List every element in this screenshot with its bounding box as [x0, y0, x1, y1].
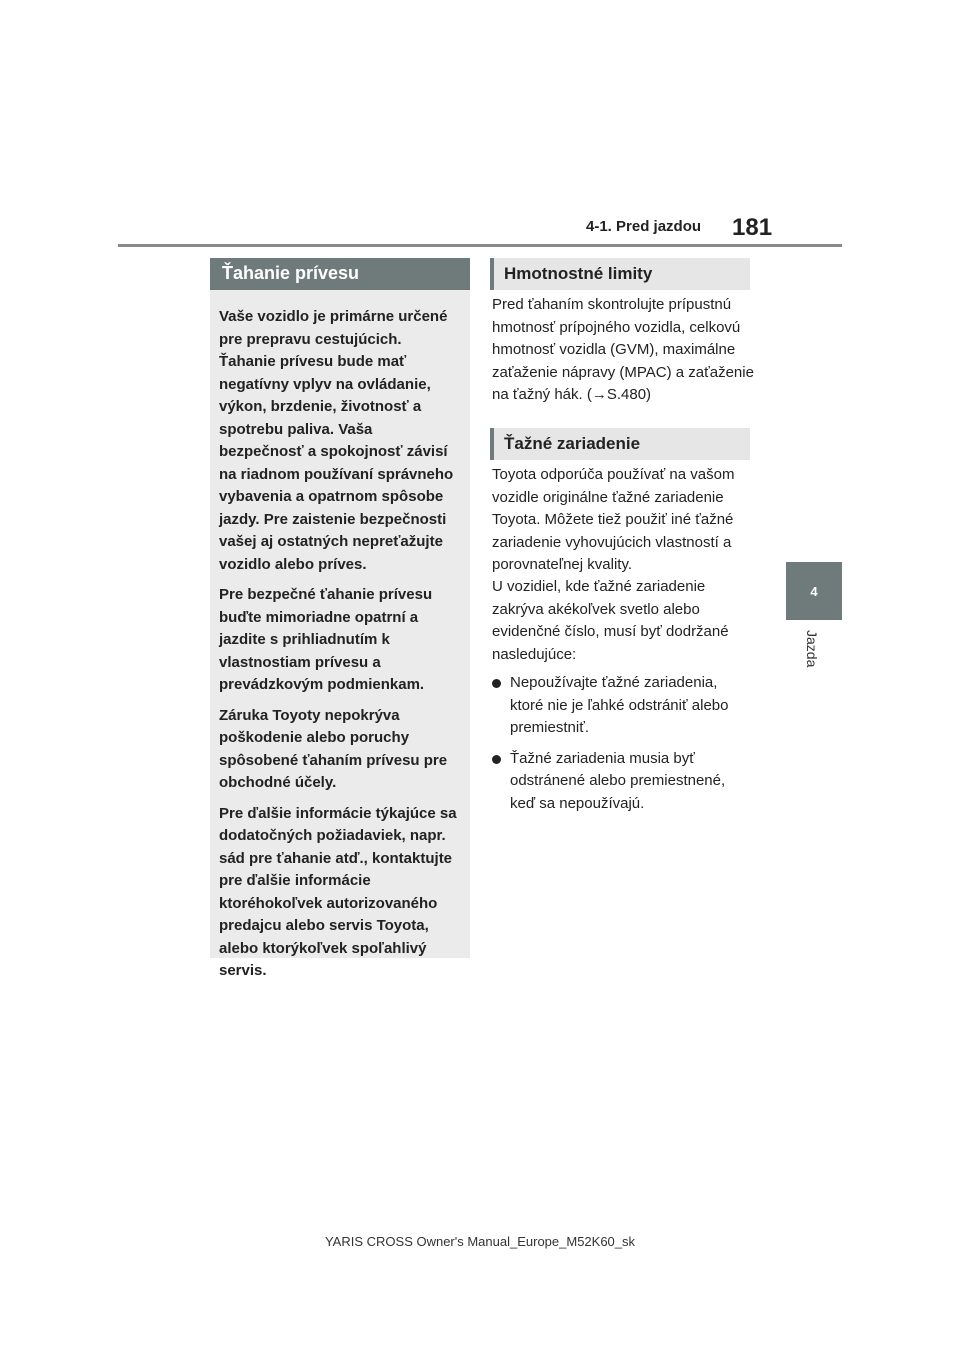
bullet-icon [492, 755, 501, 764]
towing-paragraph: Pre bezpečné ťahanie prívesu buďte mimoriadne opatrní a jazdite s prihliadnutím k vlastnostiam prívesu a prevádzkovým podmienkam. [219, 586, 433, 693]
tow-device-heading: Ťažné zariadenie [490, 428, 750, 460]
towing-paragraph: Pre ďalšie informácie týkajúce sa dodatočných požiadaviek, napr. sád pre ťahanie atď., kontaktujte pre ďalšie informácie ktoréhokoľvek autorizovaného predajcu alebo servis Toyota, alebo ktorýkoľvek spoľahlivý servis. [219, 804, 457, 979]
towing-paragraph: Vaše vozidlo je primárne určené pre prepravu cestujúcich. Ťahanie prívesu bude mať negatívny vplyv na ovládanie, výkon, brzdenie, životnosť a spotrebu paliva. Vaša bezpečnosť a spokojnosť závisí na riadnom používaní správneho vybavenia a opatrnom spôsobe jazdy. Pre zaistenie bezpečnosti vašej aj ostatných nepreťažujte vozidlo alebo príves. [219, 308, 454, 573]
towing-paragraph: Záruka Toyoty nepokrýva poškodenie alebo poruchy spôsobené ťahaním prívesu pre obchodné účely. [219, 706, 448, 791]
tow-device-bullet-list [492, 672, 754, 823]
list-item [492, 748, 754, 816]
bullet-icon [492, 679, 501, 688]
weight-limits-heading: Hmotnostné limity [490, 258, 750, 290]
header-divider [118, 244, 842, 247]
tow-device-paragraph: Toyota odporúča používať na vašom vozidle originálne ťažné zariadenie Toyota. Môžete tiež použiť iné ťažné zariadenie vyhovujúcich vlastností a porovnateľnej kvality. [492, 466, 735, 573]
tow-device-paragraph: U vozidiel, kde ťažné zariadenie zakrýva akékoľvek svetlo alebo evidenčné číslo, musí byť dodržané nasledujúce: [492, 578, 729, 663]
towing-heading: Ťahanie prívesu [210, 258, 470, 290]
page-number: 181 [732, 214, 773, 241]
chapter-label: Jazda [804, 630, 820, 668]
section-title: 4-1. Pred jazdou [586, 218, 702, 235]
towing-box [210, 290, 470, 979]
chapter-number: 4 [810, 583, 818, 599]
footer-text: YARIS CROSS Owner's Manual_Europe_M52K60_sk [324, 1234, 636, 1249]
weight-limits-text: Pred ťahaním skontrolujte prípustnú hmotnosť prípojného vozidla, celkovú hmotnosť vozidla (GVM), maximálne zaťaženie nápravy (MPAC) a zaťaženie na ťažný hák. (→S.480) [492, 296, 754, 403]
list-item [492, 672, 754, 740]
bullet-text: Nepoužívajte ťažné zariadenia, ktoré nie je ľahké odstrániť alebo premiestniť. [510, 674, 729, 736]
bullet-text: Ťažné zariadenia musia byť odstránené alebo premiestnené, keď sa nepoužívajú. [510, 749, 726, 812]
chapter-tab[interactable] [786, 562, 842, 620]
